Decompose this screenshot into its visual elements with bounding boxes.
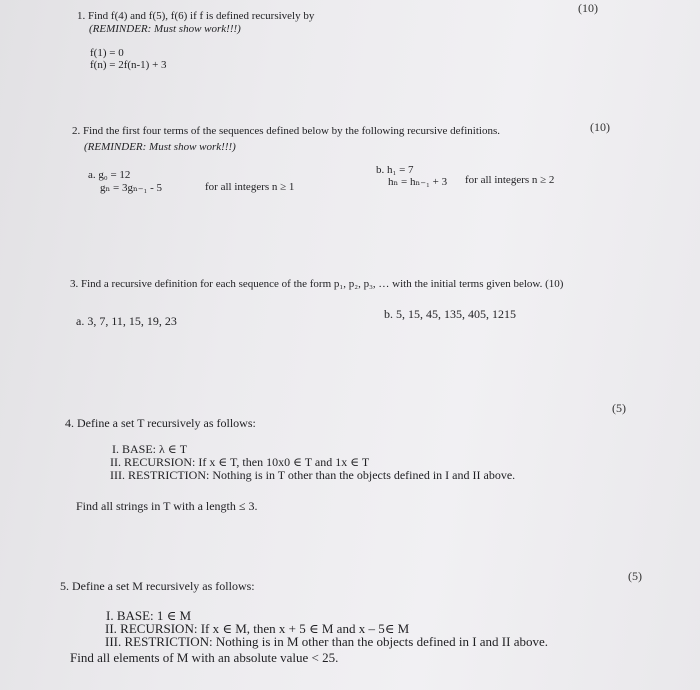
problem4-title: 4. Define a set T recursively as follows:: [65, 416, 256, 430]
problem1-recursion: f(n) = 2f(n-1) + 3: [90, 59, 167, 71]
problem2-points: (10): [590, 120, 610, 134]
problem1-title: 1. Find f(4) and f(5), f(6) if f is defined recursively by: [77, 10, 315, 22]
problem1-reminder: (REMINDER: Must show work!!!): [89, 23, 241, 35]
problem4-points: (5): [612, 401, 626, 415]
problem2-b-condition: for all integers n ≥ 2: [465, 174, 555, 186]
problem3-a: a. 3, 7, 11, 15, 19, 23: [76, 314, 177, 328]
problem3-title: 3. Find a recursive definition for each sequence of the form p₁, p₂, p₃, … with the initial terms given below. (10): [70, 278, 564, 290]
problem5-recursion: II. RECURSION: If x ∈ M, then x + 5 ∈ M and x – 5∈ M: [105, 621, 410, 636]
problem2-reminder: (REMINDER: Must show work!!!): [84, 141, 236, 153]
problem4-restriction: III. RESTRICTION: Nothing is in T other than the objects defined in I and II above.: [110, 468, 516, 482]
problem2-a-condition: for all integers n ≥ 1: [205, 181, 295, 193]
problem5-base: I. BASE: 1 ∈ M: [106, 608, 192, 623]
problem1-points: (10): [578, 1, 598, 15]
problem4-recursion: II. RECURSION: If x ∈ T, then 10x0 ∈ T and 1x ∈ T: [110, 455, 370, 469]
problem2-a-recursion: gₙ = 3gₙ₋₁ - 5: [100, 182, 163, 194]
problem2-b-recursion: hₙ = hₙ₋₁ + 3: [388, 176, 448, 188]
problem2-a-base: a. g₀ = 12: [88, 169, 131, 181]
problem5-title: 5. Define a set M recursively as follows:: [60, 579, 255, 593]
problem5-restriction: III. RESTRICTION: Nothing is in M other than the objects defined in I and II above.: [105, 634, 548, 649]
problem4-base: I. BASE: λ ∈ T: [112, 442, 188, 456]
problem1-base: f(1) = 0: [90, 47, 124, 59]
problem5-points: (5): [628, 569, 642, 583]
problem4-task: Find all strings in T with a length ≤ 3.: [76, 499, 258, 513]
problem2-b-base: b. h₁ = 7: [376, 164, 414, 176]
problem3-b: b. 5, 15, 45, 135, 405, 1215: [384, 307, 516, 321]
problem2-title: 2. Find the first four terms of the sequences defined below by the following recursive definitions.: [72, 125, 500, 137]
problem5-task: Find all elements of M with an absolute value < 25.: [70, 650, 339, 665]
